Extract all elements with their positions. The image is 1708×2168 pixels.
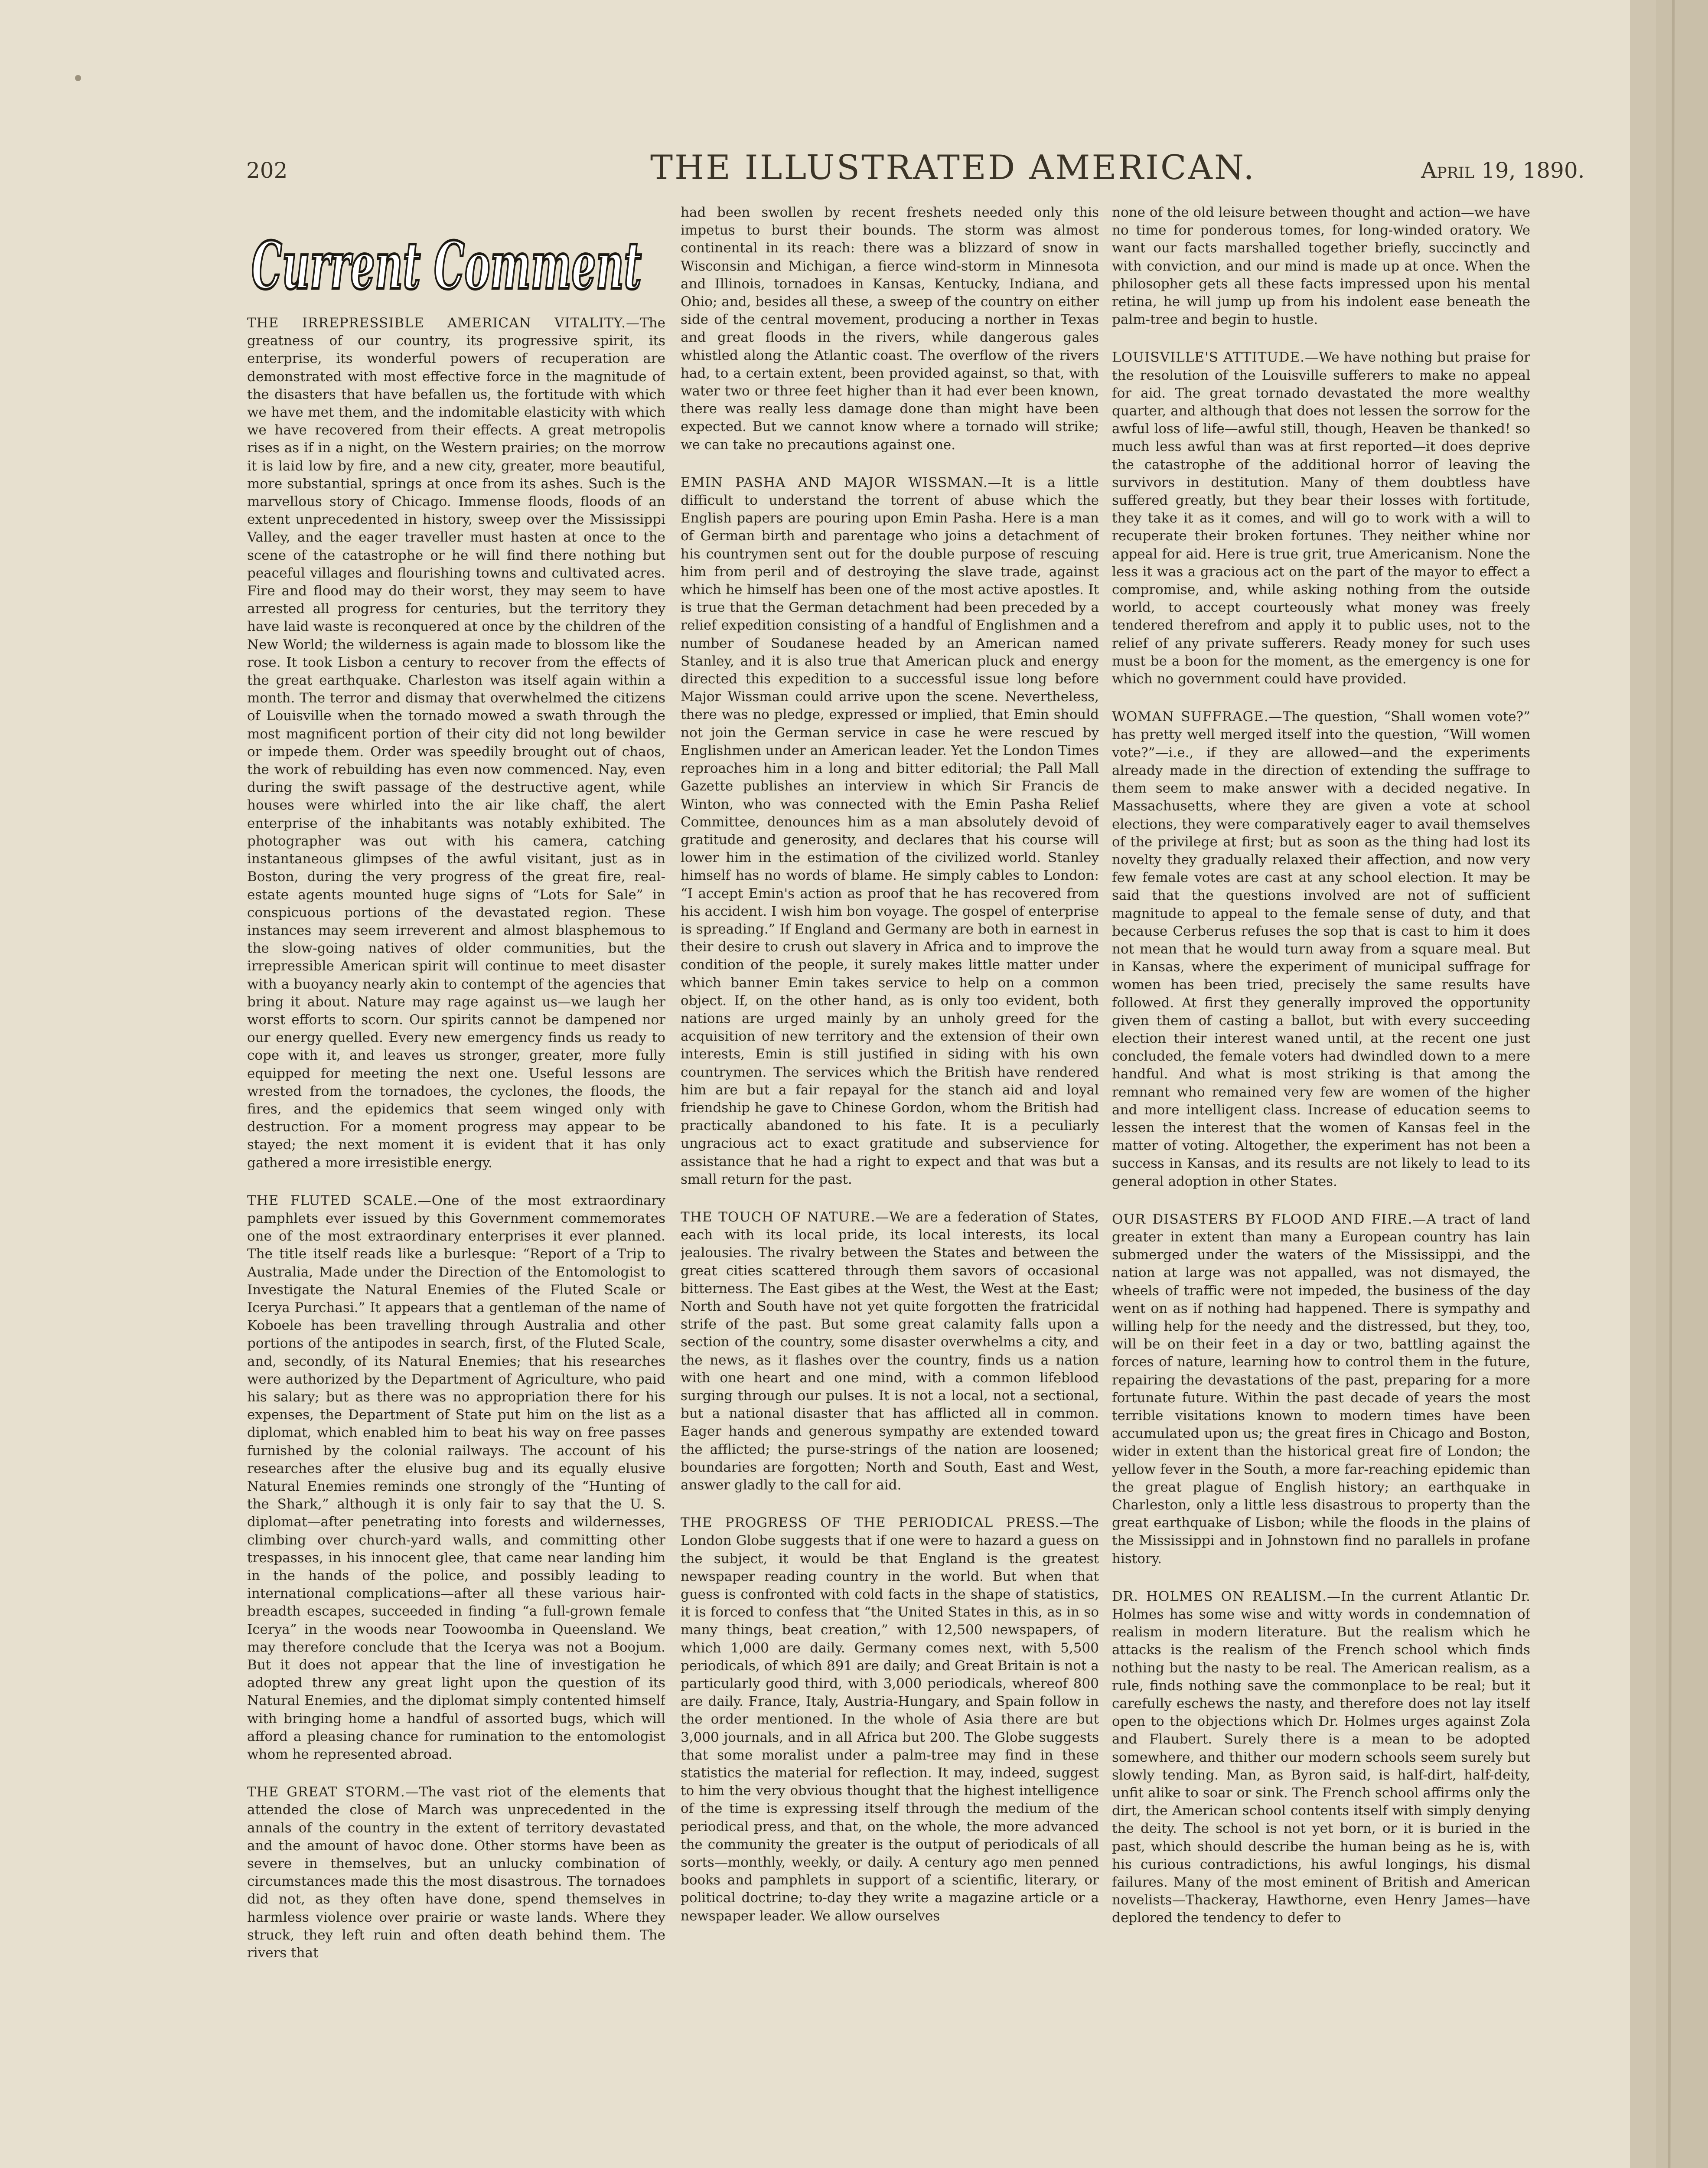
article-paragraph — [681, 1514, 1099, 1925]
article-body-text: The London Globe suggests that if one were to hazard a guess on the subject, it would be that England is the greatest newspaper reading country in the world. But when that guess is confronted with cold facts in the shape of statistics, it is forced to confess that “the United States in this, as in so many things, beat creation,” with 12,500 newspapers, of which 1,000 are daily. Germany comes next, with 5,500 periodicals, of which 891 are daily; and Great Britain is not a particularly good third, with 3,000 periodicals, whereof 800 are daily. France, Italy, Austria-Hungary, and Spain follow in the order mentioned. In the whole of Asia there are but 3,000 journals, and in all Africa but 200. The Globe suggests that some moralist under a palm-tree may find in these statistics the material for reflection. It may, indeed, suggest to him the very obvious thought that the highest intelligence of the time is expressing itself through the medium of the periodical press, and that, on the whole, the more advanced the community the greater is the output of periodicals of all sorts—monthly, weekly, or daily. A century ago men penned books and pamphlets in support of a scientific, literary, or political doctrine; to-day they write a magazine article or a newspaper leader. We allow ourselves — [681, 1515, 1099, 1924]
next-page-edge — [1656, 0, 1708, 2168]
article-paragraph — [1112, 204, 1530, 329]
current-comment-heading-text: Current Comment — [251, 228, 642, 304]
article-section-title: WOMAN SUFFRAGE.— — [1112, 709, 1283, 725]
article-paragraph — [1112, 1211, 1530, 1568]
current-comment-heading — [249, 219, 661, 306]
article-section-title: THE TOUCH OF NATURE.— — [681, 1209, 890, 1225]
article-section-title: THE PROGRESS OF THE PERIODICAL PRESS.— — [681, 1515, 1073, 1531]
article-body-text: In the current Atlantic Dr. Holmes has some wise and witty words in condemnation of realism in modern literature. But the realism which he attacks is the realism of the French school which finds nothing but the nasty to be real. The American realism, as a rule, finds nothing save the commonplace to be real; but it carefully eschews the nasty, and therefore does not lay itself open to the objections which Dr. Holmes urges against Zola and Flaubert. Surely there is a mean to be adopted somewhere, and thither our modern schools seem surely but slowly tending. Man, as Byron said, is half-dirt, half-deity, unfit alike to soar or sink. The French school affirms only the dirt, the American school contents itself with simply denying the deity. The school is not yet born, or it is buried in the past, which should describe the human being as he is, with his curious contradictions, his awful longings, his dismal failures. Many of the most eminent of British and American novelists—Thackeray, Hawthorne, even Henry James—have deplored the tendency to defer to — [1112, 1588, 1530, 1926]
article-column-1 — [247, 314, 665, 2077]
article-section-title: THE GREAT STORM.— — [247, 1784, 419, 1800]
masthead-title: THE ILLUSTRATED AMERICAN. — [650, 148, 1256, 187]
article-paragraph — [247, 1783, 665, 1962]
article-section-title: OUR DISASTERS BY FLOOD AND FIRE.— — [1112, 1211, 1427, 1227]
article-column-3 — [1112, 204, 1530, 2077]
page-number: 202 — [246, 158, 288, 183]
article-body-text: We are a federation of States, each with its local pride, its local interests, its local jealousies. The rivalry between the States and between the great cities scattered through them savors of occasional bitterness. The East gibes at the West, the West at the East; North and South have not yet quite forgotten the fratricidal strife of the past. But some great calamity falls upon a section of the country, some disaster overwhelms a city, and the news, as it flashes over the country, finds us a nation with one heart and one mind, with a common lifeblood surging through our pulses. It is not a local, not a sectional, but a national disaster that has afflicted all in common. Eager hands and generous sympathy are extended toward the afflicted; the purse-strings of the nation are loosened; boundaries are forgotten; North and South, East and West, answer gladly to the call for aid. — [681, 1209, 1099, 1493]
article-paragraph — [1112, 1588, 1530, 1927]
page-speck — [75, 75, 81, 81]
article-section-title: LOUISVILLE'S ATTITUDE.— — [1112, 349, 1319, 366]
article-body-text: had been swollen by recent freshets needed only this impetus to burst their bounds. The storm was almost continental in its reach: there was a blizzard of snow in Wisconsin and Michigan, a fierce wind-storm in Minnesota and Illinois, tornadoes in Kansas, Kentucky, Indiana, and Ohio; and, besides all these, a sweep of the country on either side of the central movement, producing a norther in Texas and great floods in the rivers, while dangerous gales whistled along the Atlantic coast. The overflow of the rivers had, to a certain extent, been provided against, so that, with water two or three feet higher than it had ever been known, there was really less damage done than might have been expected. But we cannot know where a tornado will strike; we can take no precautions against one. — [681, 205, 1099, 453]
article-section-title: DR. HOLMES ON REALISM.— — [1112, 1588, 1341, 1604]
article-body-text: The question, “Shall women vote?” has pretty well merged itself into the question, “Will women vote?”—i.e., if they are allowed—and the experiments already made in the direction of extending the suffrage to them seem to make answer with a decided negative. In Massachusetts, where they are given a vote at school elections, they were comparatively eager to avail themselves of the privilege at first; but as soon as the thing had lost its novelty they gradually relaxed their affection, and now very few female votes are cast at any school election. It may be said that the questions involved are not of sufficient magnitude to appeal to the female sense of duty, and that because Cerberus refuses the sop that is cast to him it does not mean that he would turn away from a square meal. But in Kansas, where the experiment of municipal suffrage for women has been tried, precisely the same results have followed. At first they generally improved the opportunity given them of casting a ballot, but with every succeeding election their interest waned until, at the recent one just concluded, the female voters had dwindled down to a mere handful. And what is most striking is that among the remnant who remained very few are women of the higher and more intelligent class. Increase of education seems to lessen the interest that the women of Kansas feel in the matter of voting. Altogether, the experiment has not been a success in Kansas, and its results are not likely to lead to its general adoption in other States. — [1112, 709, 1530, 1189]
article-body-text: The greatness of our country, its progressive spirit, its enterprise, its wonderful powers of recuperation are demonstrated with most effective force in the magnitude of the disasters that have befallen us, the fortitude with which we have met them, and the indomitable elasticity with which we have recovered from their effects. A great metropolis rises as if in a night, on the Western prairies; on the morrow it is laid low by fire, and a new city, greater, more beautiful, more substantial, springs at once from its ashes. Such is the marvellous story of Chicago. Immense floods, floods of an extent unprecedented in history, sweep over the Mississippi Valley, and the eager traveller must hasten at once to the scene of the catastrophe or he will find there nothing but peaceful villages and flourishing towns and cultivated acres. Fire and flood may do their worst, they may seem to have arrested all progress for centuries, but the territory they have laid waste is reconquered at once by the children of the New World; the wilderness is again made to blossom like the rose. It took Lisbon a century to recover from the effects of the great earthquake. Charleston was itself again within a month. The terror and dismay that overwhelmed the citizens of Louisville when the tornado mowed a swath through the most magnificent portion of their city did not long bewilder or impede them. Order was speedily brought out of chaos, the work of rebuilding has even now commenced. Nay, even during the swift passage of the destructive agent, while houses were whirled into the air like chaff, the alert enterprise of the inhabitants was notably exhibited. The photographer was out with his camera, catching instantaneous glimpses of the awful visitant, just as in Boston, during the very progress of the great fire, real-estate agents mounted huge signs of “Lots for Sale” in conspicuous portions of the devastated region. These instances may seem irreverent and almost blasphemous to the slow-going natives of older communities, but the irrepressible American spirit will continue to meet disaster with a buoyancy nearly akin to contempt of the agencies that bring it about. Nature may rage against us—we laugh her worst efforts to scorn. Our spirits cannot be dampened nor our energy quelled. Every new emergency finds us ready to cope with it, and leaves us stronger, greater, more fully equipped for meeting the next one. Useful lessons are wrested from the tornadoes, the cyclones, the floods, the fires, and the epidemics that seem winged only with destruction. For a moment progress may appear to be stayed; the next moment it is evident that it has only gathered a more irresistible energy. — [247, 315, 665, 1171]
article-paragraph — [1112, 349, 1530, 688]
article-section-title: EMIN PASHA AND MAJOR WISSMAN.— — [681, 474, 1002, 490]
article-paragraph — [247, 314, 665, 1172]
article-paragraph — [1112, 708, 1530, 1190]
article-paragraph — [681, 204, 1099, 454]
article-section-title: THE IRREPRESSIBLE AMERICAN VITALITY.— — [247, 315, 640, 331]
article-paragraph — [681, 1208, 1099, 1494]
page-edge-shadow — [1630, 0, 1656, 2168]
article-paragraph — [247, 1192, 665, 1764]
issue-date: April 19, 1890. — [1421, 158, 1585, 183]
article-column-2 — [681, 204, 1099, 2077]
article-section-title: THE FLUTED SCALE.— — [247, 1192, 432, 1208]
article-body-text: none of the old leisure between thought and action—we have no time for ponderous tomes, for long-winded oratory. We want our facts marshalled together briefly, succinctly and with conviction, and our mind is made up at once. When the philosopher gets all these facts impressed upon his mental retina, he will jump up from his indolent ease beneath the palm-tree and begin to hustle. — [1112, 205, 1530, 328]
article-body-text: The vast riot of the elements that attended the close of March was unprecedented in the annals of the country in the extent of territory devastated and the amount of havoc done. Other storms have been as severe in themselves, but an unlucky combination of circumstances made this the most disastrous. The tornadoes did not, as they often have done, spend themselves in harmless violence over prairie or waste lands. Where they struck, they left ruin and often death behind them. The rivers that — [247, 1784, 665, 1961]
article-body-text: A tract of land greater in extent than many a European country has lain submerged under the waters of the Mississippi, and the nation at large was not appalled, was not dismayed, the wheels of traffic were not impeded, the business of the day went on as if nothing had happened. There is sympathy and willing help for the needy and the distressed, but they, too, will be on their feet in a day or two, battling against the forces of nature, learning how to control them in the future, repairing the devastations of the past, preparing for a more fortunate future. Within the past decade of years the most terrible visitations known to modern times have been accumulated upon us; the great fires in Chicago and Boston, wider in extent than the historical great fire of London; the yellow fever in the South, a more far-reaching epidemic than the great plague of English history; an earthquake in Charleston, only a little less disastrous to property than the great earthquake of Lisbon; while the floods in the plains of the Mississippi and in Johnstown find no parallels in profane history. — [1112, 1211, 1530, 1567]
article-paragraph — [681, 474, 1099, 1188]
article-body-text: We have nothing but praise for the resolution of the Louisville sufferers to make no appeal for aid. The great tornado devastated the more wealthy quarter, and although that does not lessen the sorrow for the awful loss of life—awful still, though, Heaven be thanked! so much less awful than was at first reported—it does deprive the catastrophe of the additional horror of leaving the survivors in destitution. Many of them doubtless have suffered greatly, but they bear their losses with fortitude, they take it as it comes, and will go to work with a will to recuperate their broken fortunes. They neither whine nor appeal for aid. Here is true grit, true Americanism. None the less it was a gracious act on the part of the mayor to effect a compromise, and, while asking nothing from the outside world, to accept courteously what money was freely tendered therefrom and apply it to public uses, not to the relief of any private sufferers. Ready money for such uses must be a boon for the moment, as the emergency is one for which no government could have provided. — [1112, 349, 1530, 687]
article-body-text: It is a little difficult to understand the torrent of abuse which the English papers are pouring upon Emin Pasha. Here is a man of German birth and parentage who joins a detachment of his countrymen sent out for the double purpose of rescuing him from peril and of destroying the slave trade, against which he himself has been one of the most active apostles. It is true that the German detachment had been preceded by a relief expedition consisting of a handful of Englishmen and a number of Soudanese headed by an American named Stanley, and it is also true that American pluck and energy directed this expedition to a successful issue long before Major Wissman could arrive upon the scene. Nevertheless, there was no pledge, expressed or implied, that Emin should not join the German service in case he were rescued by Englishmen under an American leader. Yet the London Times reproaches him in a long and bitter editorial; the Pall Mall Gazette publishes an interview in which Sir Francis de Winton, who was connected with the Emin Pasha Relief Committee, denounces him as a man absolutely devoid of gratitude and generosity, and declares that his course will lower him in the estimation of the civilized world. Stanley himself has no words of blame. He simply cables to London: “I accept Emin's action as proof that he has recovered from his accident. I wish him bon voyage. The gospel of enterprise is spreading.” If England and Germany are both in earnest in their desire to crush out slavery in Africa and to improve the condition of the people, it surely makes little matter under which banner Emin takes service to help on a common object. If, on the other hand, as is only too evident, both nations are urged mainly by an unholy greed for the acquisition of new territory and the extension of their own interests, Emin is still justified in siding with his own countrymen. The services which the British have rendered him are but a fair repayal for the stanch aid and loyal friendship he gave to Chinese Gordon, whom the British had practically abandoned to his fate. It is a peculiarly ungracious act to exact gratitude and subservience for assistance that he had a right to expect and that was but a small return for the past. — [681, 474, 1099, 1187]
article-body-text: One of the most extraordinary pamphlets ever issued by this Government commemorates one of the most extraordinary enterprises it ever planned. The title itself reads like a burlesque: “Report of a Trip to Australia, Made under the Direction of the Entomologist to Investigate the Natural Enemies of the Fluted Scale or Icerya Purchasi.” It appears that a gentleman of the name of Koboele has been travelling through Australia and other portions of the antipodes in search, first, of the Fluted Scale, and, secondly, of its Natural Enemies; that his researches were authorized by the Department of Agriculture, who paid his salary; but as there was no appropriation there for his expenses, the Department of State put him on the list as a diplomat, which enabled him to beat his way on free passes furnished by the colonial railways. The account of his researches after the elusive bug and its equally elusive Natural Enemies reminds one strongly of the “Hunting of the Shark,” although it is only fair to say that the U. S. diplomat—after penetrating into forests and wildernesses, climbing over church-yard walls, and committing other trespasses, in his innocent glee, that came near landing him in the hands of the police, and possibly leading to international complications—after all these various hair-breadth escapes, succeeded in finding “a full-grown female Icerya” in the woods near Toowoomba in Queensland. We may therefore conclude that the Icerya was not a Boojum. But it does not appear that the line of investigation he adopted threw any great light upon the question of its Natural Enemies, and the diplomat simply contented himself with bringing home a handful of assorted bugs, which will afford a pleasing chance for rumination to the entomologist whom he represented abroad. — [247, 1192, 665, 1763]
